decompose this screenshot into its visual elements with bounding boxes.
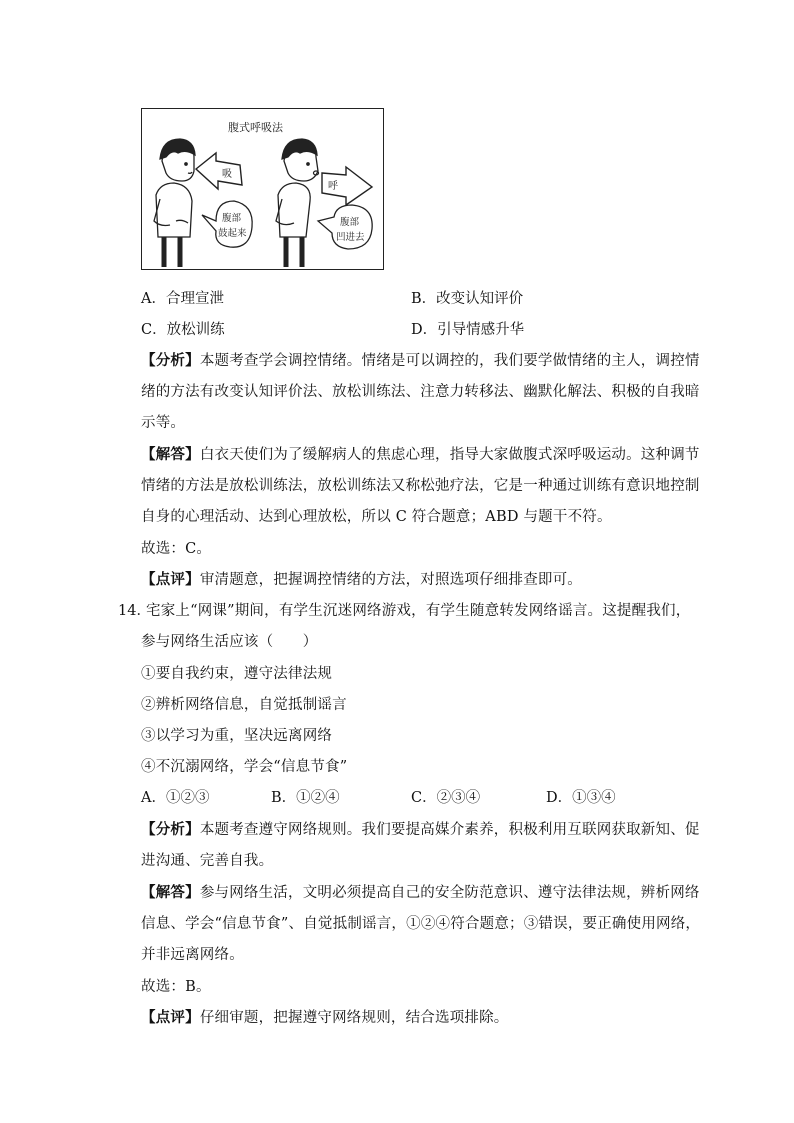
q13-analysis-line [141, 351, 700, 371]
q14-stem-1: 宅家上“网课”期间，有学生沉迷网络游戏，有学生随意转发网络谣言。这提醒我们， [146, 603, 691, 619]
exhale-label: 呼 [328, 181, 338, 192]
q14-analysis-text-1: 本题考查遵守网络规则。我们要提高媒介素养，积极利用互联网获取新知、促 [199, 822, 700, 838]
right-belly-bubble [318, 205, 372, 249]
q13-comment-text: 审清题意，把握调控情绪的方法，对照选项仔细排查即可。 [199, 572, 583, 588]
inhale-arrow [196, 153, 242, 189]
right-bubble-line1: 腹部 [340, 217, 360, 228]
q14-answer-text-2: 信息、学会“信息节食”、自觉抵制谣言，①②④符合题意；③错误，要正确使用网络， [141, 916, 701, 932]
q14-answer-text-1: 参与网络生活，文明必须提高自己的安全防范意识、遵守法律法规，辨析网络 [199, 885, 700, 901]
right-person-figure [276, 139, 319, 267]
q13-answer-text-1: 白衣天使们为了缓解病人的焦虑心理，指导大家做腹式深呼吸运动。这种调节 [199, 447, 700, 463]
q14-statement-1: ①要自我约束，遵守法律法规 [141, 666, 333, 682]
q14-analysis-tag: 【分析】 [141, 821, 200, 838]
q14-analysis-text-2: 进沟通、完善自我。 [141, 853, 274, 869]
q13-analysis-tag: 【分析】 [141, 352, 200, 369]
q14-comment-line [141, 1008, 509, 1028]
q13-answer-text-2: 情绪的方法是放松训练法，放松训练法又称松弛疗法，它是一种通过训练有意识地控制 [141, 478, 700, 494]
exhale-arrow [322, 167, 372, 205]
q14-choice: 故选：B。 [141, 979, 211, 995]
q13-answer-line [141, 445, 700, 465]
q14-statement-4: ④不沉溺网络，学会“信息节食” [141, 759, 348, 775]
q13-analysis-text-2: 绪的方法有改变认知评价法、放松训练法、注意力转移法、幽默化解法、积极的自我暗 [141, 384, 700, 400]
q14-statement-2: ②辨析网络信息，自觉抵制谣言 [141, 697, 347, 713]
q14-answer-tag: 【解答】 [141, 884, 200, 901]
q14-option-d: D．①③④ [546, 790, 616, 806]
q13-analysis-text-3: 示等。 [141, 415, 186, 431]
left-bubble-line1: 腹部 [222, 213, 242, 224]
figure-title: 腹式呼吸法 [228, 121, 283, 134]
q13-analysis-text-1: 本题考查学会调控情绪。情绪是可以调控的，我们要学做情绪的主人，调控情 [199, 353, 700, 369]
q13-comment-line [141, 570, 582, 590]
q14-option-b: B．①②④ [271, 790, 340, 806]
q14-stem-2: 参与网络生活应该（ ） [141, 634, 318, 650]
q13-option-b: B．改变认知评价 [411, 291, 524, 307]
q13-option-a: A．合理宣泄 [141, 291, 224, 307]
q14-comment-tag: 【点评】 [141, 1009, 200, 1026]
right-bubble-line2: 凹进去 [336, 232, 365, 243]
q13-option-d: D．引导情感升华 [411, 322, 525, 338]
left-bubble-line2: 鼓起来 [218, 228, 247, 239]
q13-comment-tag: 【点评】 [141, 571, 200, 588]
inhale-label: 吸 [222, 169, 232, 180]
q13-answer-text-3: 自身的心理活动、达到心理放松，所以 C 符合题意；ABD 与题干不符。 [141, 509, 612, 525]
breathing-figure-svg [142, 109, 382, 268]
q13-option-c: C．放松训练 [141, 322, 225, 338]
left-person-figure [154, 139, 195, 267]
q14-answer-text-3: 并非远离网络。 [141, 947, 244, 963]
q14-option-a: A．①②③ [141, 790, 210, 806]
q14-answer-line [141, 883, 700, 903]
q14-number: 14． [118, 603, 151, 619]
q13-answer-tag: 【解答】 [141, 446, 200, 463]
q13-choice: 故选：C。 [141, 541, 212, 557]
q14-comment-text: 仔细审题，把握遵守网络规则，结合选项排除。 [199, 1010, 509, 1026]
left-belly-bubble [202, 201, 252, 247]
q14-option-c: C．②③④ [411, 790, 481, 806]
abdominal-breathing-illustration [141, 108, 384, 270]
q14-statement-3: ③以学习为重，坚决远离网络 [141, 728, 333, 744]
q14-analysis-line [141, 820, 700, 840]
